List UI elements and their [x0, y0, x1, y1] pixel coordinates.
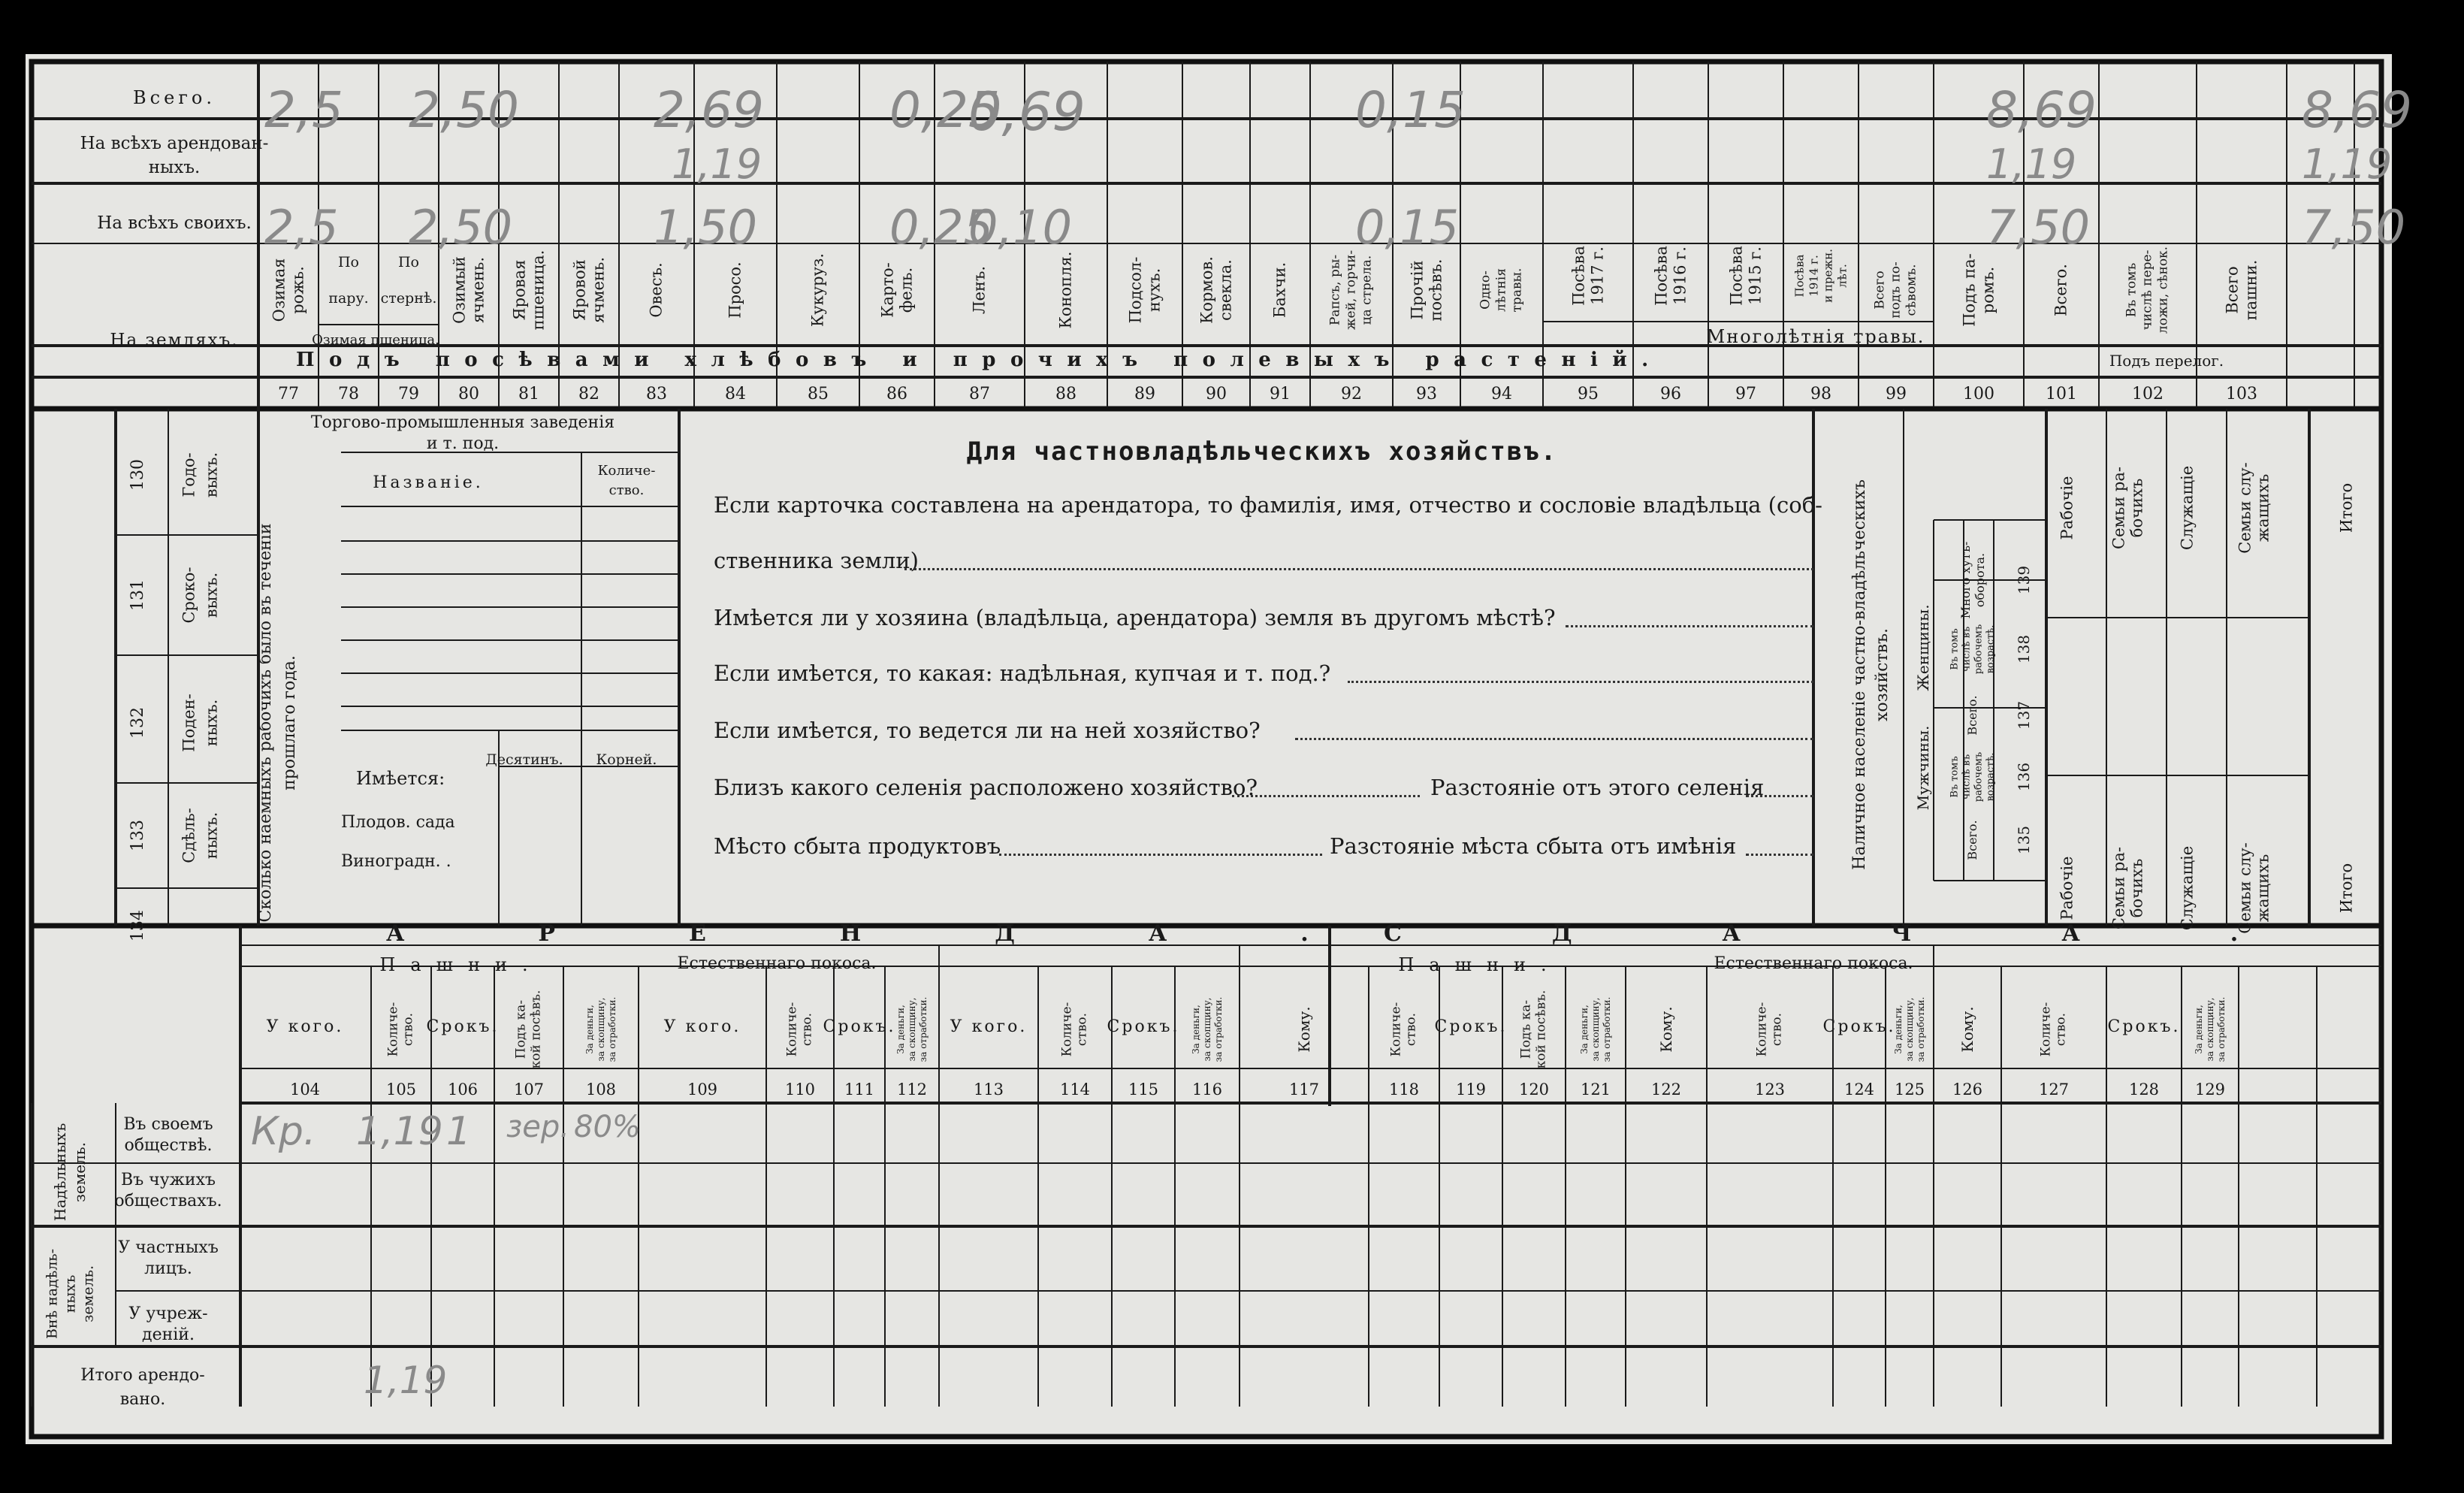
handwritten-lease-1: Кр. — [251, 1109, 316, 1154]
population-top-cat-2-2: бочихъ — [2127, 478, 2146, 538]
population-top-cat-5-1: Итого — [2337, 482, 2356, 533]
handwritten-rented-2: 1,19 — [1986, 141, 2077, 188]
rowgroup-nonallot-1: Внѣ надѣль- — [44, 1248, 61, 1340]
population-col-label-136-1: Въ томъ — [1949, 756, 1961, 798]
handwritten-total-3: 2,69 — [654, 81, 764, 139]
crop-number-94: 94 — [1491, 385, 1512, 403]
crop-header-98-line2: 1914 г. — [1807, 255, 1820, 297]
lease-col-number-115: 115 — [1128, 1080, 1159, 1099]
crop-header-88-line1: Конопля. — [1056, 251, 1075, 329]
lease-col-number-124: 124 — [1843, 1080, 1875, 1099]
owner-answer-line[interactable] — [904, 568, 1813, 570]
lease-col-label-123-2: ство. — [1769, 1012, 1785, 1047]
crop-header-97-line2: 1915 г. — [1746, 246, 1764, 305]
private-q3: Если имѣется, то какая: надѣльная, купчая и т. под.? — [714, 660, 1331, 686]
crop-header-100-line1: Подъ па- — [1960, 253, 1978, 327]
land-type-answer-line[interactable] — [1348, 681, 1813, 683]
crop-number-96: 96 — [1660, 385, 1681, 403]
lease-col-label-105-2: ство. — [400, 1012, 416, 1047]
crop-number-95: 95 — [1578, 385, 1599, 403]
crop-header-92-line3: ца стрела. — [1359, 255, 1375, 325]
crop-header-96-line1: Посѣва — [1652, 246, 1670, 306]
worker-col-number-134: 134 — [128, 910, 147, 941]
crop-number-86: 86 — [886, 385, 907, 403]
worker-col-label-132-1: Поден- — [180, 694, 198, 752]
arenda-pashni: Пашни. — [379, 954, 543, 975]
village-answer-line[interactable] — [1232, 795, 1420, 797]
crop-number-79: 79 — [398, 385, 419, 403]
trade-roots-header: Корней. — [596, 751, 657, 768]
worker-col-label-133-2: ныхъ. — [202, 811, 221, 860]
population-col-label-138-3: рабочемъ — [1973, 624, 1985, 675]
group-winter-wheat: Озимая пшеница. — [312, 332, 439, 348]
lease-col-label-104: У кого. — [266, 1017, 344, 1036]
population-col-label-136-4: возрастѣ. — [1985, 752, 1997, 802]
trade-orchard-label: Плодов. сада — [341, 813, 455, 832]
handwritten-total-5: 0,69 — [968, 81, 1086, 143]
trade-qty-header-2: ство. — [608, 482, 645, 498]
sdacha-title: СДАЧА. — [1384, 920, 2389, 947]
market-distance-line[interactable] — [1746, 854, 1813, 856]
crop-header-82-line1: Яровой — [570, 259, 588, 321]
population-col-number-138: 138 — [2015, 634, 2033, 664]
row-other-soc-2: обществахъ. — [114, 1192, 222, 1210]
group-perennial: Многолѣтнія травы. — [1706, 326, 1925, 347]
lease-col-label-105-1: Количе- — [385, 1002, 401, 1057]
row-label-rented-1: На всѣхъ арендован- — [80, 134, 269, 153]
crop-header-98-line4: лѣт. — [1835, 264, 1849, 288]
worker-col-number-132: 132 — [128, 707, 147, 739]
trade-name-header: Названіе. — [373, 473, 484, 492]
population-col-number-139: 139 — [2015, 565, 2033, 595]
population-bottom-cat-2-2: бочихъ — [2127, 858, 2146, 918]
lease-col-number-123: 123 — [1754, 1080, 1786, 1099]
private-q1a: Если карточка составлена на арендатора, то фамилія, имя, отчество и сословіе владѣльца (соб- — [714, 492, 1822, 518]
crop-header-93-line2: посѣвъ. — [1427, 258, 1445, 322]
lease-col-number-106: 106 — [447, 1080, 479, 1099]
population-top-cat-2-1: Семьи ра- — [2109, 467, 2128, 549]
workers-title-1: Сколько наемныхъ рабочихъ было въ теченіи — [256, 523, 275, 923]
lease-col-label-107-2: кой посѣвъ. — [528, 990, 544, 1069]
crop-header-87-line1: Ленъ. — [970, 266, 989, 314]
rowgroup-nonallot-3: земель. — [80, 1265, 97, 1323]
lease-col-label-108-3: за отработки. — [607, 996, 618, 1062]
population-col-label-139-2: оборота. — [1972, 552, 1987, 608]
crop-header-89-line1: Подсол- — [1126, 256, 1144, 324]
lease-col-label-115: Срокъ. — [1107, 1017, 1180, 1036]
crop-header-99-line1: Всего — [1872, 270, 1888, 310]
crop-number-82: 82 — [578, 385, 599, 403]
handwritten-total-2: 2,50 — [409, 81, 519, 139]
population-top-cat-3-1: Служащіе — [2178, 465, 2197, 551]
crop-header-94-line2: лѣтнія — [1493, 268, 1509, 312]
lease-col-number-107: 107 — [513, 1080, 545, 1099]
worker-col-label-131-2: выхъ. — [202, 572, 221, 618]
row-inst-1: У учреж- — [128, 1304, 208, 1323]
census-card — [26, 54, 2412, 1444]
crop-header-96-line2: 1916 г. — [1671, 246, 1689, 305]
arenda-title: АРЕНДА. — [386, 920, 1442, 947]
population-title-1: Наличное населеніе частно-владѣльческихъ — [1850, 479, 1869, 870]
crop-number-92: 92 — [1341, 385, 1362, 403]
lease-col-label-116-1: За деньги, — [1191, 1005, 1201, 1054]
crop-header-79-line2: стернѣ. — [380, 290, 437, 307]
population-col-label-136-2: числѣ въ — [1961, 754, 1973, 800]
trade-title-2: и т. под. — [426, 434, 500, 453]
crop-header-80-line2: ячмень. — [469, 257, 487, 323]
row-private-1: У частныхъ — [118, 1238, 219, 1257]
population-bottom-cat-4-1: Семьи слу- — [2236, 842, 2254, 934]
worker-col-number-130: 130 — [128, 459, 147, 491]
lease-col-label-112-2: за скопщину, — [907, 997, 917, 1062]
sdacha-pashni: Пашни. — [1398, 954, 1562, 975]
private-q1b: ственника земли) — [714, 548, 919, 573]
lease-col-number-122: 122 — [1650, 1080, 1682, 1099]
crop-header-90-line1: Кормов. — [1197, 256, 1215, 324]
crop-header-89-line2: нухъ. — [1145, 267, 1163, 313]
lease-col-label-124: Срокъ. — [1822, 1017, 1896, 1036]
population-col-label-136-3: рабочемъ — [1973, 751, 1985, 802]
crop-number-88: 88 — [1055, 385, 1076, 403]
crop-number-91: 91 — [1270, 385, 1291, 403]
crop-header-92-line1: Рапсъ, ры- — [1327, 254, 1343, 326]
crop-number-101: 101 — [2046, 385, 2077, 403]
crop-number-78: 78 — [338, 385, 359, 403]
lease-col-number-125: 125 — [1894, 1080, 1925, 1099]
crop-header-78-line2: пару. — [328, 290, 369, 307]
crop-header-102-line1: Въ томъ — [2124, 262, 2139, 318]
crop-header-91-line1: Бахчи. — [1270, 261, 1289, 319]
lease-col-label-120-1: Подъ ка- — [1518, 999, 1534, 1059]
crop-header-95-line1: Посѣва — [1569, 246, 1587, 306]
lease-col-label-110-2: ство. — [799, 1012, 815, 1047]
handwritten-own-1: 2,5 — [264, 200, 339, 255]
crop-number-103: 103 — [2226, 385, 2257, 403]
population-top-cat-4-1: Семьи слу- — [2236, 462, 2254, 554]
crop-number-100: 100 — [1963, 385, 1994, 403]
lease-col-label-125-1: За деньги, — [1893, 1005, 1904, 1054]
crop-header-99-line2: подъ по- — [1888, 261, 1904, 319]
crop-number-89: 89 — [1134, 385, 1155, 403]
handwritten-own-3: 1,50 — [654, 200, 758, 255]
handwritten-total-1: 2,5 — [264, 81, 343, 139]
crop-header-103-line2: пашни. — [2242, 259, 2260, 321]
lease-col-number-113: 113 — [973, 1080, 1004, 1099]
crop-header-101-line1: Всего. — [2052, 264, 2070, 316]
worker-col-label-130-1: Годо- — [180, 452, 198, 497]
lease-col-number-111: 111 — [844, 1080, 875, 1099]
population-title-2: хозяйствъ. — [1873, 627, 1892, 722]
crop-number-80: 80 — [458, 385, 479, 403]
worker-col-label-130-2: выхъ. — [202, 452, 221, 498]
crop-header-98-line3: и прежн. — [1821, 249, 1834, 303]
lease-col-label-112-3: за отработки. — [918, 996, 929, 1062]
crop-number-81: 81 — [518, 385, 539, 403]
crop-header-95-line2: 1917 г. — [1588, 246, 1606, 305]
population-men: Мужчины. — [1914, 725, 1932, 811]
trade-vineyard-label: Виноградн. . — [341, 852, 451, 871]
lease-col-number-114: 114 — [1059, 1080, 1091, 1099]
lease-col-number-119: 119 — [1455, 1080, 1487, 1099]
row-total-2: вано. — [119, 1390, 166, 1409]
farming-answer-line[interactable] — [1295, 738, 1813, 740]
handwritten-own-5: 0,10 — [968, 200, 1073, 255]
worker-col-number-131: 131 — [128, 579, 147, 611]
lease-col-number-118: 118 — [1388, 1080, 1420, 1099]
handwritten-own-8: 7,50 — [2302, 200, 2406, 255]
private-q5b: Разстояніе отъ этого селенія — [1430, 775, 1765, 800]
workers-title-2: прошлаго года. — [280, 655, 299, 790]
lease-col-number-128: 128 — [2128, 1080, 2160, 1099]
lease-col-label-120-2: кой посѣвъ. — [1533, 990, 1549, 1069]
row-inst-2: деній. — [142, 1325, 195, 1344]
lease-col-label-129-3: за отработки. — [2216, 996, 2227, 1062]
population-col-label-139-1: Много хутъ- — [1958, 541, 1973, 619]
crop-header-81-line1: Яровая — [510, 259, 528, 321]
lease-col-label-118-2: ство. — [1403, 1012, 1419, 1047]
lease-col-number-110: 110 — [784, 1080, 816, 1099]
crop-header-92-line2: жей, горчи- — [1343, 249, 1359, 331]
lease-col-label-107-1: Подъ ка- — [513, 999, 529, 1059]
arenda-pokos: Естественнаго покоса. — [677, 954, 877, 973]
handwritten-own-7: 7,50 — [1986, 200, 2091, 255]
population-col-label-138-4: возрастѣ. — [1985, 624, 1997, 674]
crop-number-77: 77 — [278, 385, 299, 403]
row-label-total: Всего. — [133, 87, 216, 108]
lease-col-label-114-1: Количе- — [1059, 1002, 1075, 1057]
lease-col-number-112: 112 — [896, 1080, 928, 1099]
row-other-soc-1: Въ чужихъ — [121, 1171, 216, 1189]
population-col-number-136: 136 — [2015, 762, 2033, 792]
lease-col-label-125-2: за скопщину, — [1904, 997, 1915, 1062]
trade-has-label: Имѣется: — [356, 768, 445, 789]
crop-number-84: 84 — [725, 385, 746, 403]
handwritten-own-2: 2,50 — [409, 200, 513, 255]
handwritten-lease-5: 80% — [574, 1110, 641, 1144]
village-distance-line[interactable] — [1746, 795, 1813, 797]
lease-col-label-122-1: Кому. — [1657, 1006, 1675, 1053]
worker-col-label-131-1: Сроко- — [180, 567, 198, 624]
population-bottom-cat-1-1: Рабочіе — [2058, 856, 2076, 920]
private-title: Для частновладѣльческихъ хозяйствъ. — [966, 437, 1558, 467]
lease-col-label-112-1: За деньги, — [895, 1005, 906, 1054]
population-bottom-cat-5-1: Итого — [2337, 863, 2356, 914]
population-col-number-137: 137 — [2015, 700, 2033, 730]
handwritten-rented-3: 1,19 — [2302, 141, 2393, 188]
lease-col-label-119: Срокъ. — [1434, 1017, 1508, 1036]
lease-col-number-126: 126 — [1952, 1080, 1983, 1099]
row-own-soc-1: Въ своемъ — [123, 1115, 213, 1134]
row-label-lands: На земляхъ. — [110, 331, 239, 350]
handwritten-rented-1: 1,19 — [672, 141, 762, 188]
lease-col-label-127-1: Количе- — [2038, 1002, 2054, 1057]
lease-col-label-127-2: ство. — [2053, 1012, 2069, 1047]
crop-number-87: 87 — [969, 385, 990, 403]
lease-col-label-110-1: Количе- — [784, 1002, 800, 1057]
population-bottom-cat-4-2: жащихъ — [2254, 854, 2272, 923]
lease-col-label-114-2: ство. — [1074, 1012, 1090, 1047]
rowgroup-nonallot-2: ныхъ — [62, 1274, 79, 1313]
crop-header-81-line2: пшеница. — [529, 249, 547, 331]
lease-col-label-121-2: за скопщину, — [1590, 997, 1601, 1062]
crop-header-85-line1: Кукуруз. — [808, 252, 827, 328]
private-q2: Имѣется ли у хозяина (владѣльца, арендатора) земля въ другомъ мѣстѣ? — [714, 605, 1556, 630]
market-answer-line[interactable] — [999, 854, 1322, 856]
crop-number-85: 85 — [808, 385, 829, 403]
crop-number-90: 90 — [1206, 385, 1227, 403]
lease-col-label-116-2: за скопщину, — [1202, 997, 1212, 1062]
lease-col-number-104: 104 — [289, 1080, 321, 1099]
crop-header-78-line1: По — [337, 254, 360, 270]
worker-col-label-133-1: Сдѣль- — [180, 808, 198, 863]
lease-col-number-120: 120 — [1518, 1080, 1550, 1099]
lease-col-number-116: 116 — [1191, 1080, 1223, 1099]
private-q4: Если имѣется, то ведется ли на ней хозяйство? — [714, 718, 1261, 743]
worker-col-label-132-2: ныхъ. — [202, 699, 221, 747]
crop-header-94-line3: травы. — [1509, 267, 1525, 313]
lease-col-label-129-1: За деньги, — [2194, 1005, 2204, 1054]
lease-col-number-127: 127 — [2038, 1080, 2070, 1099]
lease-col-label-123-1: Количе- — [1754, 1002, 1770, 1057]
lease-col-number-121: 121 — [1580, 1080, 1611, 1099]
trade-title-1: Торгово-промышленныя заведенія — [310, 413, 615, 432]
handwritten-own-6: 0,15 — [1355, 200, 1460, 255]
lease-col-number-117: 117 — [1288, 1080, 1320, 1099]
handwritten-total-8: 8,69 — [2302, 81, 2412, 139]
private-q5: Близъ какого селенія расположено хозяйство? — [714, 775, 1258, 800]
population-women: Женщины. — [1914, 604, 1932, 691]
crop-header-94-line1: Одно- — [1478, 270, 1493, 310]
lease-col-label-117-1: Кому. — [1295, 1006, 1313, 1053]
handwritten-lease-2: 1,19 — [356, 1109, 443, 1154]
handwritten-lease-4: зер. — [506, 1110, 569, 1144]
lease-col-number-129: 129 — [2194, 1080, 2226, 1099]
population-col-label-135-1: Всего. — [1965, 820, 1979, 860]
row-label-own: На всѣхъ своихъ. — [97, 213, 252, 233]
population-top-cat-4-2: жащихъ — [2254, 473, 2272, 542]
group-fallow: Подъ перелог. — [2109, 352, 2224, 370]
handwritten-total-6: 0,15 — [1355, 81, 1466, 139]
trade-dessiat-header: Десятинъ. — [485, 751, 563, 768]
row-private-2: лицъ. — [144, 1259, 192, 1278]
row-own-soc-2: обществѣ. — [124, 1136, 213, 1155]
lease-col-label-125-3: за отработки. — [1916, 996, 1926, 1062]
row-label-rented-2: ныхъ. — [148, 158, 201, 177]
lease-col-label-121-1: За деньги, — [1579, 1005, 1590, 1054]
crop-header-86-line1: Карто- — [878, 262, 896, 318]
crop-number-102: 102 — [2132, 385, 2164, 403]
crop-number-93: 93 — [1416, 385, 1437, 403]
crop-header-97-line1: Посѣва — [1727, 246, 1745, 306]
crop-header-83-line1: Овесъ. — [647, 262, 666, 318]
lease-col-label-129-2: за скопщину, — [2205, 997, 2215, 1062]
lease-col-label-126-1: Кому. — [1958, 1006, 1976, 1053]
crop-header-86-line2: фель. — [897, 267, 915, 313]
handwritten-total-leased: 1,19 — [364, 1359, 448, 1402]
lease-col-label-118-1: Количе- — [1388, 1002, 1404, 1057]
trade-qty-header-1: Количе- — [597, 463, 656, 479]
population-col-label-137-1: Всего. — [1965, 695, 1979, 736]
lease-col-label-116-3: за отработки. — [1213, 996, 1224, 1062]
lease-col-number-108: 108 — [585, 1080, 617, 1099]
crop-header-102-line3: ложи, сѣнок. — [2155, 246, 2171, 334]
private-q6: Мѣсто сбыта продуктовъ — [714, 833, 1001, 859]
crop-header-80-line1: Озимый — [450, 256, 468, 324]
other-land-answer-line[interactable] — [1566, 625, 1813, 627]
lease-col-label-108-2: за скопщину, — [596, 997, 606, 1062]
crop-header-93-line1: Прочій — [1408, 260, 1426, 320]
lease-col-label-108-1: За деньги, — [584, 1005, 595, 1054]
lease-col-number-109: 109 — [687, 1080, 718, 1099]
crop-header-90-line2: свекла. — [1216, 259, 1234, 321]
crop-header-79-line1: По — [397, 254, 420, 270]
handwritten-total-7: 8,69 — [1986, 81, 2097, 139]
population-bottom-cat-3-1: Служащіе — [2178, 845, 2197, 931]
lease-col-label-109: У кого. — [663, 1017, 741, 1036]
crop-header-98-line1: Посѣва — [1792, 254, 1806, 298]
rowgroup-allot-2: земель. — [71, 1141, 89, 1203]
handwritten-lease-3: 1 — [446, 1109, 472, 1154]
handwritten-own-4: 0,25 — [889, 200, 994, 255]
rowgroup-allot-1: Надѣльныхъ — [51, 1123, 69, 1222]
sown-band-title: Подъ посѣвами хлѣбовъ и прочихъ полевыхъ растеній. — [296, 349, 1663, 371]
worker-col-number-133: 133 — [128, 820, 147, 851]
crop-header-100-line2: ромъ. — [1979, 266, 1997, 314]
crop-header-102-line2: числѣ пере- — [2139, 249, 2155, 331]
crop-header-103-line1: Всего — [2223, 266, 2241, 314]
lease-col-label-113: У кого. — [950, 1017, 1028, 1036]
crop-number-97: 97 — [1735, 385, 1756, 403]
population-col-label-138-1: Въ томъ — [1949, 628, 1961, 670]
crop-header-84-line1: Просо. — [726, 261, 744, 319]
population-col-number-135: 135 — [2015, 825, 2033, 855]
crop-number-99: 99 — [1886, 385, 1907, 403]
row-total-1: Итого арендо- — [80, 1366, 205, 1385]
lease-col-label-106: Срокъ. — [426, 1017, 500, 1036]
crop-header-77-line1: Озимая — [270, 258, 288, 322]
lease-col-label-111: Срокъ. — [823, 1017, 896, 1036]
population-col-label-138-2: числѣ въ — [1961, 626, 1973, 672]
lease-col-number-105: 105 — [385, 1080, 417, 1099]
population-top-cat-1-1: Рабочіе — [2058, 476, 2076, 540]
sdacha-pokos: Естественнаго покоса. — [1714, 954, 1913, 973]
crop-header-82-line2: ячмень. — [589, 257, 607, 323]
crop-header-77-line2: рожь. — [288, 266, 306, 314]
lease-col-label-128: Срокъ. — [2107, 1017, 2181, 1036]
lease-col-label-121-3: за отработки. — [1602, 996, 1612, 1062]
handwritten-total-4: 0,25 — [889, 81, 1000, 139]
private-q6b: Разстояніе мѣста сбыта отъ имѣнія — [1330, 833, 1737, 859]
crop-number-83: 83 — [646, 385, 667, 403]
population-bottom-cat-2-1: Семьи ра- — [2109, 847, 2128, 929]
crop-header-99-line3: сѣвомъ. — [1904, 264, 1919, 316]
crop-number-98: 98 — [1810, 385, 1831, 403]
